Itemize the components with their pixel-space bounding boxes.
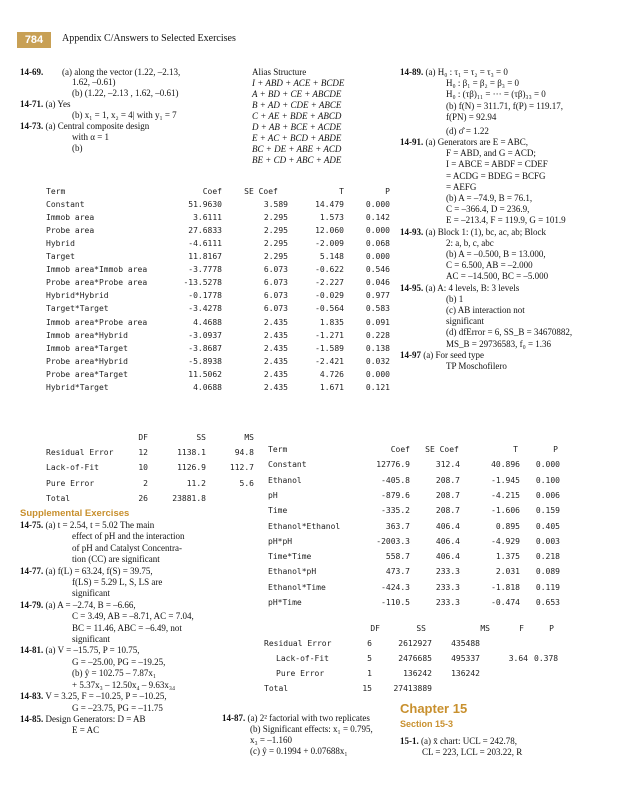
table-cell: 0.006 (535, 490, 560, 500)
table-cell: 0.000 (535, 460, 560, 470)
answer-line: f(PN) = 92.94 (446, 111, 497, 122)
table-cell: 6.073 (263, 265, 288, 275)
table-header-cell: SS (196, 433, 206, 442)
answer-line: 1.62, –0.61) (72, 77, 116, 87)
table-cell: -2.227 (315, 278, 344, 288)
answer-line: = ACDG = BDEG = BCFG (446, 170, 546, 181)
answer-line: 14-97 (a) For seed type (400, 349, 484, 360)
table-cell: 5 (367, 654, 372, 663)
answer-line: significant (72, 634, 110, 644)
table-cell: Constant (268, 460, 307, 470)
answer-line: C = 6.500, AB = –2.000 (446, 260, 533, 271)
table-cell: -2003.3 (376, 536, 410, 546)
table-cell: 406.4 (435, 536, 460, 546)
table-cell: Residual Error (264, 639, 332, 648)
table-cell: -1.589 (315, 343, 344, 353)
table-cell: Ethanol*Time (268, 582, 326, 592)
answer-line: CL = 223, LCL = 203.22, R (422, 747, 523, 757)
table-cell: 112.7 (229, 463, 254, 473)
table-cell: Target*Target (46, 304, 109, 314)
table-cell: 27.6833 (188, 226, 222, 236)
table-header-cell: P (385, 187, 390, 196)
answer-line: = AEFG (446, 181, 477, 192)
answer-line: (b) (72, 143, 83, 153)
answer-line: with α = 1 (72, 132, 110, 142)
answer-line: (c) ŷ = 0.1994 + 0.07688x₁ (250, 746, 348, 756)
table-cell: Immob area*Hybrid (46, 330, 128, 340)
table-cell: 233.3 (435, 567, 460, 577)
table-cell: 5.6 (239, 478, 254, 488)
answer-line: 14-87. (a) 2² factorial with two replicates (222, 713, 370, 723)
answer-line: x₃ = –1.160 (250, 735, 292, 745)
table-cell: 2 (143, 478, 148, 488)
table-header-cell: SE Coef (425, 445, 459, 454)
table-cell: Immob area*Target (46, 343, 128, 353)
table-cell: 0.159 (535, 506, 560, 516)
table-cell: 0.003 (535, 536, 560, 546)
answer-line: 14-75. (a) t = 2.54, t = 5.02 The main (20, 520, 155, 530)
table-cell: 6 (367, 639, 372, 648)
section-heading: Supplemental Exercises (20, 508, 130, 519)
table-cell: -3.7778 (188, 265, 222, 275)
answer-line: TP Moschofilero (446, 361, 507, 371)
answer-line: significant (446, 316, 484, 327)
table-cell: Lack-of-Fit (46, 463, 99, 473)
table-cell: 2.435 (263, 330, 288, 340)
answer-line: (d) σ̂ = 1.22 (446, 125, 489, 136)
table-cell: 1.375 (495, 552, 520, 562)
answer-line: of pH and Catalyst Concentra- (72, 542, 182, 553)
answer-line: F = ABD, and G = ACD; (446, 148, 536, 159)
table-cell: 0.032 (365, 356, 390, 366)
table-cell: -2.009 (315, 239, 344, 249)
answer-line: 14-89. (a) H₀ : τ₁ = τ₂ = τ₃ = 0 (400, 67, 508, 77)
table-cell: 11.8167 (188, 252, 222, 262)
table-cell: 3.64 (508, 654, 528, 663)
table-cell: 208.7 (435, 475, 460, 485)
table-cell: -0.029 (315, 291, 344, 301)
table-cell: 0.000 (365, 252, 390, 262)
table-cell: 0.068 (365, 239, 390, 249)
answer-line: 14-77. (a) f(L) = 63.24, f(S) = 39.75, (20, 565, 153, 576)
alias-line: C + AE + BDE + ABCD (252, 111, 342, 121)
table-cell: 1138.1 (177, 448, 206, 457)
answer-line: (d) dfError = 6, SS_B = 34670882, (446, 327, 573, 338)
table-cell: 4.4688 (193, 317, 222, 327)
alias-line: I + ABD + ACE + BCDE (252, 78, 345, 88)
table-cell: -1.271 (315, 330, 344, 340)
table-cell: 6.073 (263, 278, 288, 288)
table-cell: Hybrid*Hybrid (46, 291, 109, 301)
alias-line: BC + DE + ABE + ACD (252, 144, 342, 154)
table-cell: 2.435 (263, 317, 288, 327)
answer-line: significant (72, 588, 110, 599)
table-cell: pH (268, 490, 278, 500)
table-cell: Total (46, 493, 71, 503)
table-cell: 1126.9 (177, 463, 206, 473)
answer-line: 14-79. (a) A = –2.74, B = –6.66, (20, 599, 136, 610)
table-cell: 2.031 (495, 567, 520, 577)
table-cell: Pure Error (276, 669, 325, 678)
chapter-heading: Chapter 15 (400, 701, 468, 716)
table-cell: Probe area (46, 226, 95, 236)
answer-line: (b) 1 (446, 293, 464, 304)
answer-line: H₀ : (τβ)₁₁ = ··· = (τβ)₃₃ = 0 (446, 89, 546, 100)
answer-line: (b) A = –74.9, B = 76.1, (446, 193, 533, 203)
answer-14-69: 14-69. (20, 67, 44, 77)
table-cell: 0.138 (365, 343, 390, 353)
table-cell: -0.564 (315, 304, 344, 314)
table-cell: 27413889 (393, 684, 432, 693)
table-cell: 208.7 (435, 490, 460, 500)
table-cell: -1.945 (491, 475, 520, 485)
table-cell: Pure Error (46, 478, 95, 488)
answer-line: + 5.37x₃ – 12.50x₄ – 9.63x₃₄ (72, 679, 176, 690)
answer-line: G = –23.75, PG = –11.75 (72, 702, 163, 713)
table-cell: 435488 (451, 639, 480, 648)
section-subheading: Section 15-3 (400, 719, 454, 729)
table-cell: -424.3 (381, 582, 410, 592)
table-cell: Lack-of-Fit (276, 654, 329, 663)
table-header-cell: Term (46, 187, 66, 196)
table-cell: 0.228 (365, 330, 390, 340)
running-header (0, 32, 639, 48)
table-cell: -4.929 (491, 536, 520, 546)
table-cell: 12.060 (315, 226, 344, 236)
table-cell: 10 (138, 463, 148, 473)
table-cell: Ethanol (268, 475, 302, 485)
answer-line: AC = –14.500, BC = –5.000 (446, 271, 549, 282)
table-header-cell: P (553, 445, 558, 454)
table-cell: 2.295 (263, 239, 288, 249)
table-cell: -5.8938 (188, 356, 222, 366)
table-cell: 2612927 (398, 639, 432, 648)
table-cell: 94.8 (234, 448, 254, 457)
answer-line: (c) AB interaction not (446, 305, 525, 315)
page-number: 784 (17, 32, 51, 48)
table-cell: 0.000 (365, 200, 390, 210)
table-cell: Total (264, 684, 289, 693)
table-cell: 11.5062 (188, 369, 222, 379)
table-cell: 0.405 (535, 521, 560, 531)
table-header-cell: F (519, 624, 524, 633)
table-cell: 406.4 (435, 521, 460, 531)
table-cell: 6.073 (263, 304, 288, 314)
table-cell: 2.435 (263, 369, 288, 379)
table-cell: 3.589 (263, 200, 288, 210)
table-cell: 0.142 (365, 213, 390, 223)
table-cell: 2.435 (263, 356, 288, 366)
alias-line: BE + CD + ABC + ADE (252, 155, 342, 165)
answer-line: BC = 11.46, ABC = –6.49, not (72, 622, 182, 633)
answer-line: 2: a, b, c, abc (446, 237, 494, 248)
table-header-cell: Term (268, 445, 288, 454)
answer-line: (b) Significant effects: x₁ = 0.795, (250, 724, 373, 734)
table-cell: -405.8 (381, 475, 410, 485)
table-header-cell: SE Coef (244, 187, 278, 196)
table-cell: 0.218 (535, 552, 560, 562)
table-cell: -3.0937 (188, 330, 222, 340)
table-cell: 0.583 (365, 304, 390, 314)
table-cell: Ethanol*pH (268, 567, 317, 577)
table-cell: 12 (138, 448, 148, 457)
table-cell: 4.0688 (193, 382, 222, 392)
table-cell: Immob area*Probe area (46, 317, 148, 327)
table-cell: 1.573 (319, 213, 344, 223)
table-cell: Probe area*Probe area (46, 278, 148, 288)
table-cell: 0.046 (365, 278, 390, 288)
table-cell: Immob area*Immob area (46, 265, 148, 275)
table-cell: Hybrid (46, 239, 75, 249)
answer-line: f(LS) = 5.29 L, S, LS are (72, 577, 163, 587)
table-cell: -0.474 (491, 598, 520, 607)
table-cell: 6.073 (263, 291, 288, 301)
table-header-cell: MS (480, 624, 490, 633)
alias-line: D + AB + BCE + ACDE (252, 122, 342, 132)
table-cell: 4.726 (319, 369, 344, 379)
running-title: Appendix C/Answers to Selected Exercises (62, 33, 236, 44)
table-cell: 406.4 (435, 552, 460, 562)
table-cell: 2.435 (263, 382, 288, 392)
table-cell: 2.435 (263, 343, 288, 353)
answer-line: 14-81. (a) V = –15.75, P = 10.75, (20, 645, 140, 656)
table-cell: -13.5278 (183, 278, 222, 288)
table-header-cell: P (549, 624, 554, 633)
table-cell: pH*pH (268, 536, 293, 546)
table-header-cell: T (339, 187, 344, 196)
table-cell: 0.100 (535, 475, 560, 485)
table-cell: -110.5 (381, 598, 410, 607)
table-cell: 136242 (451, 669, 480, 678)
table-cell: -3.4278 (188, 304, 222, 314)
answer-line: I = ABCE = ABDF = CDEF (446, 159, 548, 170)
table-cell: 0.121 (365, 382, 390, 392)
answer-line: C = 3.49, AB = –8.71, AC = 7.04, (72, 611, 194, 622)
table-cell: -1.818 (491, 582, 520, 592)
table-cell: 12776.9 (376, 460, 410, 470)
answer-line: (a) along the vector (1.22, –2.13, (62, 67, 181, 77)
table-cell: 363.7 (385, 521, 410, 531)
answer-line: tion (CC) are significant (72, 554, 160, 565)
table-cell: Immob area (46, 213, 95, 223)
answer-line: (b) A = –0.500, B = 13.000, (446, 249, 546, 259)
table-cell: 0.091 (365, 317, 390, 327)
table-cell: Target (46, 252, 75, 262)
answer-line: E = –213.4, F = 119.9, G = 101.9 (446, 215, 566, 226)
table-cell: 51.9630 (188, 200, 222, 210)
table-cell: 2.295 (263, 213, 288, 223)
table-cell: 2.295 (263, 252, 288, 262)
answer-line: (b) ŷ = 102.75 – 7.87x₁ (72, 668, 156, 679)
table-cell: 0.378 (534, 654, 559, 663)
table-cell: 136242 (403, 669, 432, 678)
table-cell: -3.8687 (188, 343, 222, 353)
table-cell: 1 (367, 669, 372, 678)
alias-line: E + AC + BCD + ABDE (252, 133, 342, 143)
table-cell: Residual Error (46, 448, 114, 457)
table-cell: 0.546 (365, 265, 390, 275)
answer-line: effect of pH and the interaction (72, 531, 185, 542)
table-cell: Time*Time (268, 552, 312, 562)
table-cell: 312.4 (435, 460, 460, 470)
table-cell: -4.215 (491, 490, 520, 500)
table-cell: Ethanol*Ethanol (268, 521, 341, 531)
answer-line: H₀ : β₁ = β₂ = β₃ = 0 (446, 78, 520, 89)
table-header-cell: SS (416, 624, 426, 633)
answer-line: 14-83. V = 3.25, F = –10.25, P = –10.25, (20, 691, 167, 702)
table-header-cell: Coef (390, 445, 410, 454)
answer-line: 14-73. (a) Central composite design (20, 121, 150, 131)
table-cell: 495337 (451, 654, 480, 663)
table-cell: -335.2 (381, 506, 410, 516)
table-cell: 0.653 (535, 598, 560, 607)
answer-line: E = AC (72, 725, 100, 736)
table-cell: 11.2 (186, 478, 206, 488)
answer-line: (b) (1.22, –2.13 , 1.62, –0.61) (72, 88, 179, 98)
table-cell: 1.835 (319, 317, 344, 327)
table-cell: Probe area*Target (46, 369, 128, 379)
alias-line: A + BD + CE + ABCDE (252, 89, 342, 99)
table-cell: 2476685 (398, 654, 432, 663)
table-header-cell: DF (370, 624, 380, 633)
answer-line: (b) f(N) = 311.71, f(P) = 119.17, (446, 100, 563, 111)
table-header-cell: Coef (202, 187, 222, 196)
alias-line: B + AD + CDE + ABCE (252, 100, 342, 110)
table-cell: 14.479 (315, 200, 344, 210)
table-cell: 0.000 (365, 226, 390, 236)
table-cell: 5.148 (319, 252, 344, 262)
answer-line: 14-85. Design Generators: D = AB (20, 713, 146, 724)
table-header-cell: DF (138, 433, 148, 442)
table-cell: -0.1778 (188, 291, 222, 301)
table-cell: 208.7 (435, 506, 460, 516)
table-cell: -879.6 (381, 490, 410, 500)
answer-line: C = –366.4, D = 236.9, (446, 204, 530, 215)
table-cell: 23881.8 (172, 493, 206, 503)
table-cell: 0.000 (365, 369, 390, 379)
table-cell: 3.6111 (193, 213, 222, 223)
table-cell: 233.3 (435, 598, 460, 607)
table-cell: 0.895 (495, 521, 520, 531)
table-cell: -1.606 (491, 506, 520, 516)
table-cell: 2.295 (263, 226, 288, 236)
table-cell: 0.119 (535, 582, 560, 592)
table-cell: pH*Time (268, 598, 302, 607)
answer-line: (b) x₁ = 1, x₂ = 4| with y₁ = 7 (72, 110, 177, 120)
table-cell: 233.3 (435, 582, 460, 592)
answer-line: 14-93. (a) Block 1: (1), bc, ac, ab; Block (400, 226, 546, 237)
table-header-cell: T (513, 445, 518, 454)
answer-line: 14-95. (a) A: 4 levels, B: 3 levels (400, 282, 520, 293)
answer-line: 14-91. (a) Generators are E = ABC, (400, 137, 529, 147)
table-cell: 15 (362, 684, 372, 693)
table-cell: 26 (138, 493, 148, 503)
answer-line: 14-71. (a) Yes (20, 99, 71, 109)
answer-line: MS_B = 29736583, f₀ = 1.36 (446, 338, 552, 349)
table-header-cell: MS (244, 433, 254, 442)
table-cell: Hybrid*Target (46, 382, 109, 392)
table-cell: -0.622 (315, 265, 344, 275)
alias-title: Alias Structure (252, 67, 307, 77)
table-cell: 473.7 (385, 567, 410, 577)
table-cell: 0.977 (365, 291, 390, 301)
answer-line: G = –25.00, PG = –19.25, (72, 656, 166, 667)
answer-line: 15-1. (a) x̄ chart: UCL = 242.78, (400, 736, 517, 746)
table-cell: -2.421 (315, 356, 344, 366)
table-cell: Constant (46, 200, 85, 210)
table-cell: 558.7 (385, 552, 410, 562)
table-cell: -4.6111 (188, 239, 222, 249)
table-cell: 40.896 (491, 460, 520, 470)
table-cell: Probe area*Hybrid (46, 356, 128, 366)
table-cell: Time (268, 506, 288, 516)
table-cell: 0.089 (535, 567, 560, 577)
table-cell: 1.671 (319, 382, 344, 392)
